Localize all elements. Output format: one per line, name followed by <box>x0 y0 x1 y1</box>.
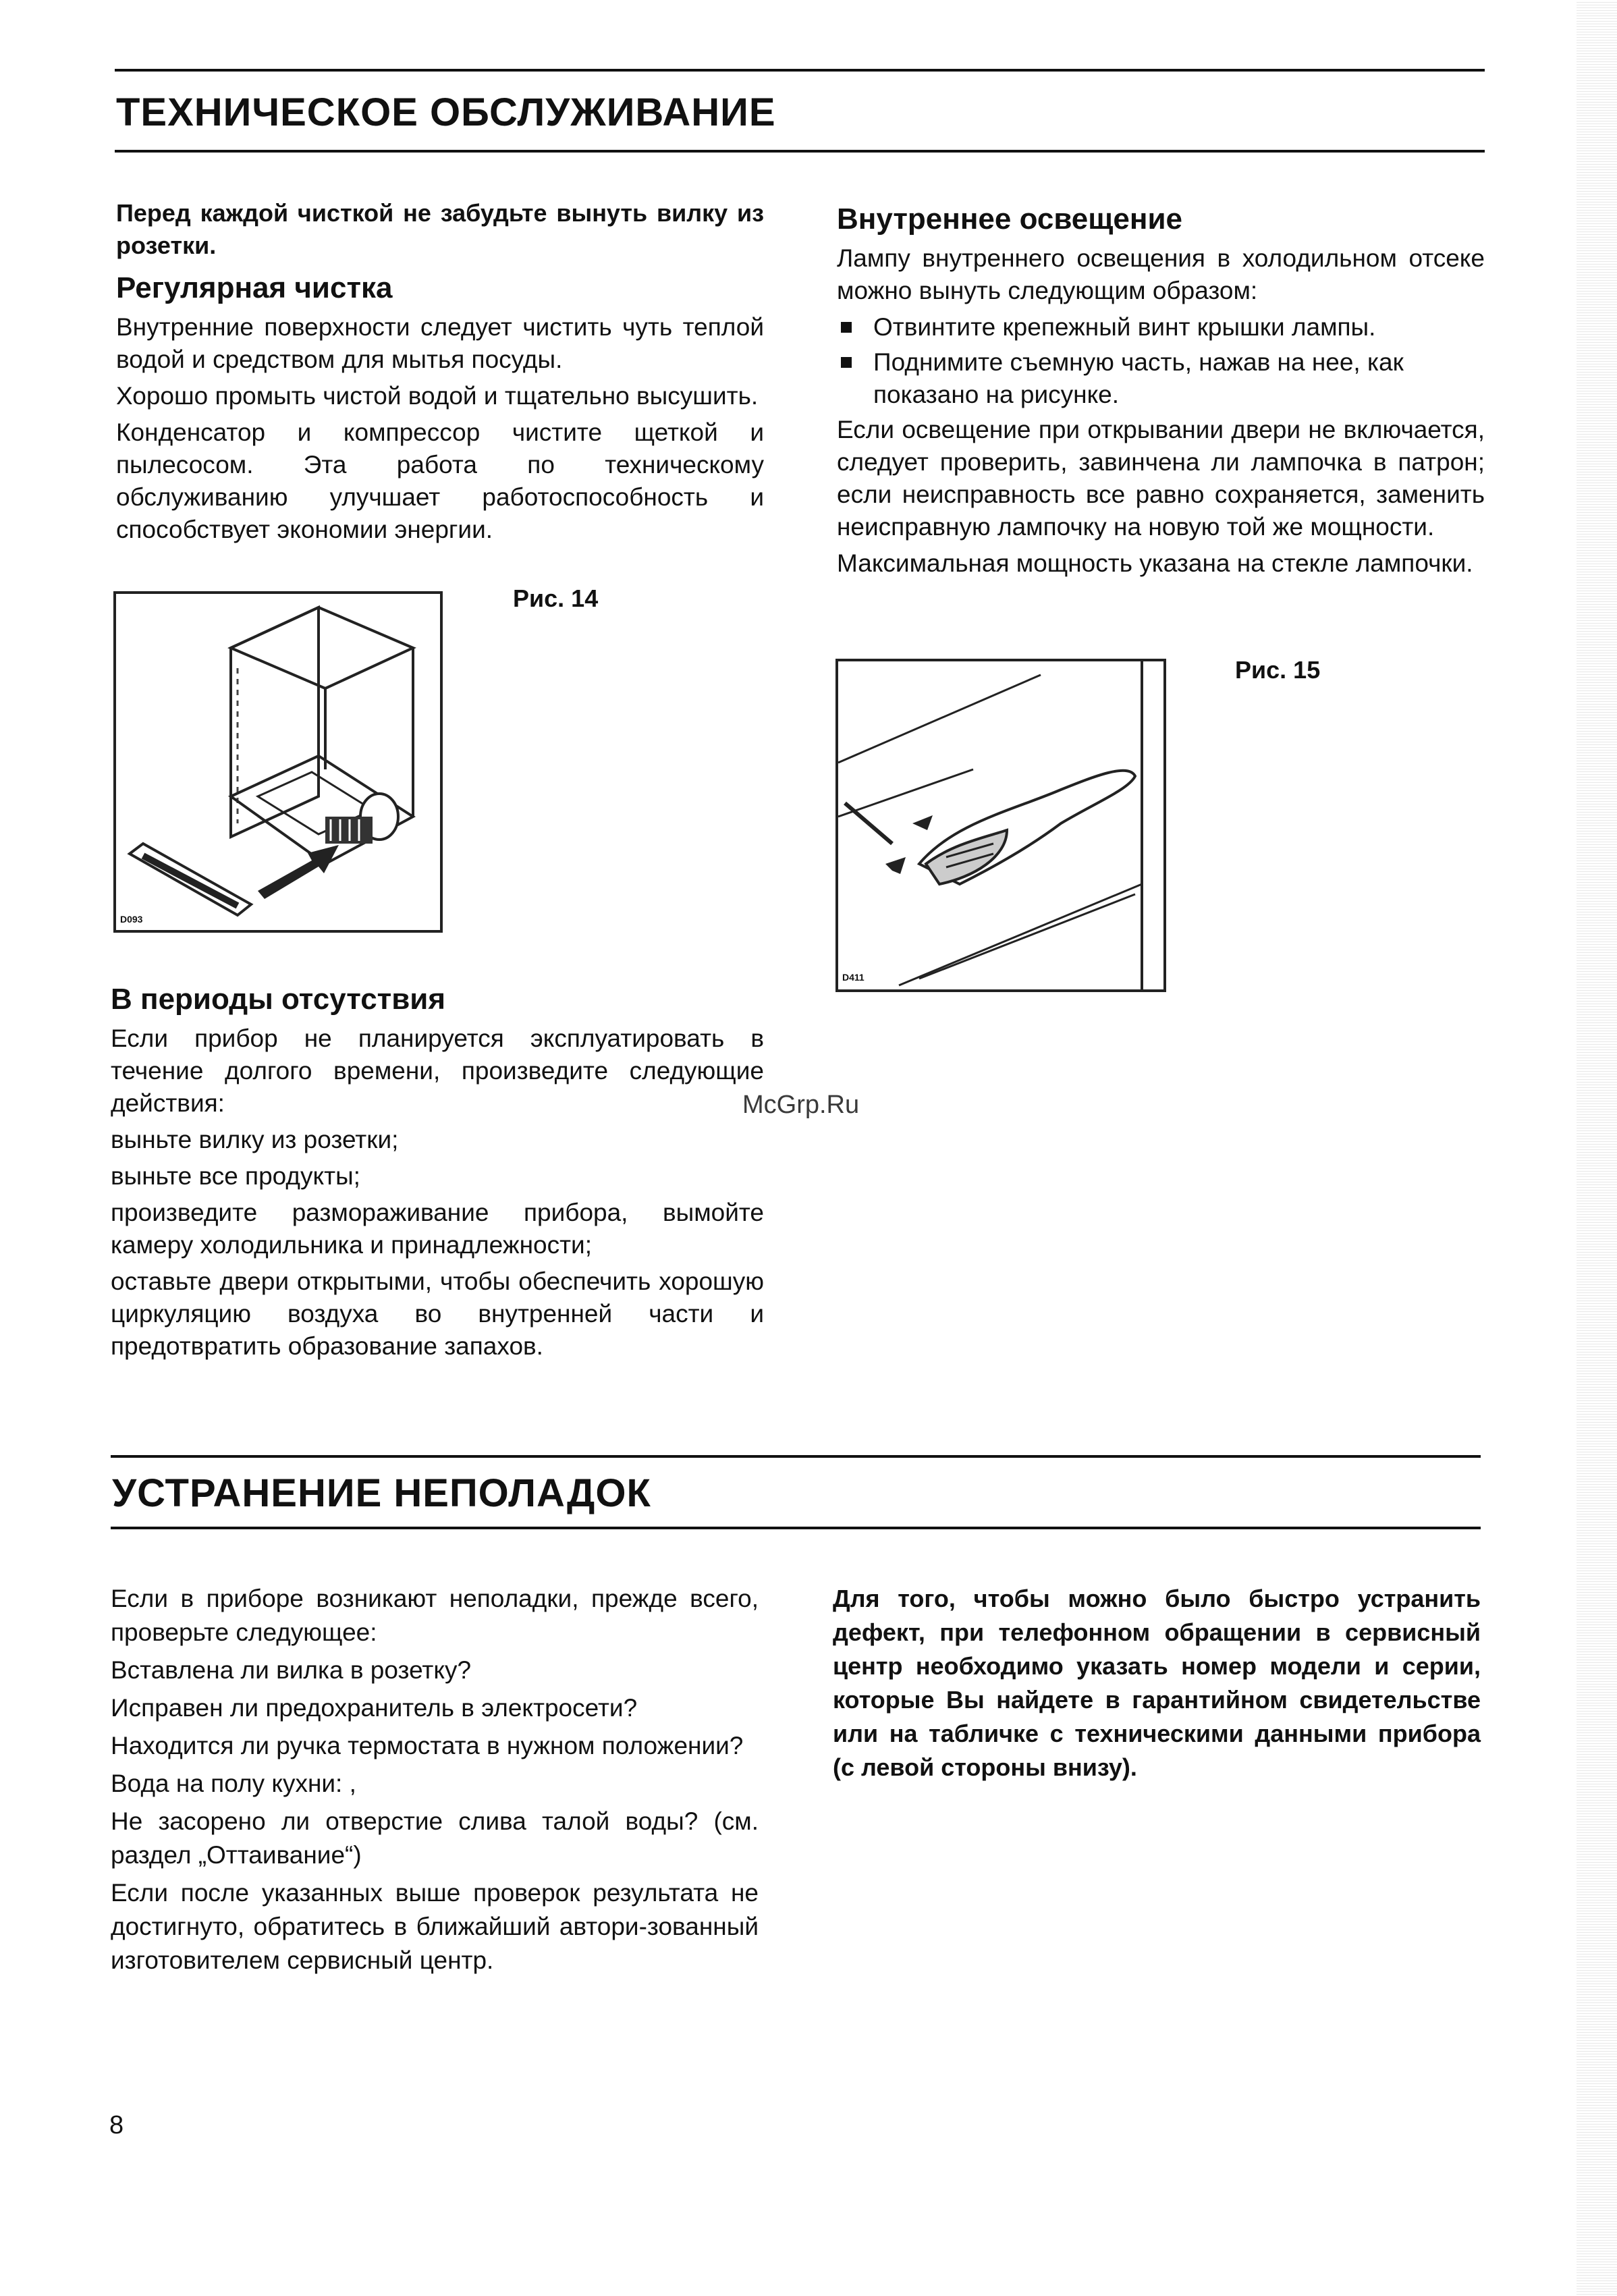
section1-top-rule <box>115 69 1485 72</box>
lighting-step-1: Отвинтите крепежный винт крышки лампы. <box>837 311 1485 344</box>
absence-heading: В периоды отсутствия <box>111 983 445 1016</box>
bullet-square-icon <box>841 357 852 368</box>
check-water: Вода на полу кухни: , <box>111 1770 356 1797</box>
troubleshooting-checklist <box>111 1582 759 1981</box>
regular-cleaning-p3: Конденсатор и компрессор чистите щеткой и пылесосом. Эта работа по техническому обслуживанию улучшает работоспособность и способствует экономии энергии. <box>116 418 764 543</box>
figure-14 <box>113 591 443 933</box>
absence-p3: выньте все продукты; <box>111 1161 360 1190</box>
scan-edge <box>1577 0 1617 2296</box>
lighting-intro: Лампу внутреннего освещения в холодильном отсеке можно вынуть следующим образом: <box>837 244 1485 304</box>
check-drain: Не засорено ли отверстие слива талой воды? (см. раздел „Оттаивание“) <box>111 1807 759 1869</box>
section2-bottom-rule <box>111 1527 1481 1529</box>
check-plug: Вставлена ли вилка в розетку? <box>111 1656 472 1684</box>
section2-top-rule <box>111 1455 1481 1458</box>
page-number: 8 <box>109 2111 124 2139</box>
figure-15-label: Рис. 15 <box>1235 656 1321 684</box>
section1-title: ТЕХНИЧЕСКОЕ ОБСЛУЖИВАНИЕ <box>116 90 776 134</box>
lamp-removal-illustration <box>838 661 1163 989</box>
regular-cleaning-p1: Внутренние поверхности следует чистить чуть теплой водой и средством для мытья посуды. <box>116 312 764 373</box>
figure-14-code: D093 <box>120 914 143 925</box>
section1-right-column <box>837 202 1485 584</box>
section2-title: УСТРАНЕНИЕ НЕПОЛАДОК <box>112 1471 651 1515</box>
figure-14-label: Рис. 14 <box>513 584 599 612</box>
section1-left-column <box>116 197 764 550</box>
figure-15-code: D411 <box>842 972 865 983</box>
absence-section <box>111 983 764 1367</box>
absence-p2: выньте вилку из розетки; <box>111 1125 399 1153</box>
check-fuse: Исправен ли предохранитель в электросети? <box>111 1694 638 1722</box>
watermark: McGrp.Ru <box>742 1091 860 1119</box>
absence-p1: Если прибор не планируется эксплуатировать в течение долгого времени, произведите следующие действия: <box>111 1024 764 1117</box>
regular-cleaning-heading: Регулярная чистка <box>116 271 393 304</box>
troubleshooting-intro: Если в приборе возникают неполадки, прежде всего, проверьте следующее: <box>111 1585 759 1646</box>
lighting-p2: Максимальная мощность указана на стекле лампочки. <box>837 549 1473 577</box>
lighting-p1: Если освещение при открывании двери не включается, следует проверить, завинчена ли лампочка в патрон; если неисправность все равно сохраняется, заменить неисправную лампочку на новую той же мощности. <box>837 415 1485 541</box>
unplug-warning: Перед каждой чисткой не забудьте вынуть вилку из розетки. <box>116 199 764 259</box>
service-info <box>833 1582 1481 1788</box>
absence-p5: оставьте двери открытыми, чтобы обеспечить хорошую циркуляцию воздуха во внутренней части и предотвратить образование запахов. <box>111 1267 764 1360</box>
service-info-text: Для того, чтобы можно было быстро устранить дефект, при телефонном обращении в сервисный центр необходимо указать номер модели и серии, которые Вы найдете в гарантийном свидетельстве или на табличке с техническими данными прибора (с левой стороны внизу). <box>833 1585 1481 1781</box>
figure-15 <box>835 659 1166 992</box>
absence-p4: произведите размораживание прибора, вымойте камеру холодильника и принадлежности; <box>111 1198 764 1259</box>
contact-service: Если после указанных выше проверок результата не достигнуто, обратитесь в ближайший автори-зованный изготовителем сервисный центр. <box>111 1879 759 1974</box>
lighting-heading: Внутреннее освещение <box>837 202 1182 236</box>
section1-bottom-rule <box>115 150 1485 153</box>
check-thermostat: Находится ли ручка термостата в нужном положении? <box>111 1732 744 1759</box>
fridge-compressor-illustration <box>116 594 440 930</box>
bullet-square-icon <box>841 322 852 333</box>
regular-cleaning-p2: Хорошо промыть чистой водой и тщательно высушить. <box>116 381 759 410</box>
lighting-step-2: Поднимите съемную часть, нажав на нее, как показано на рисунке. <box>837 346 1485 411</box>
lighting-steps <box>837 311 1485 411</box>
